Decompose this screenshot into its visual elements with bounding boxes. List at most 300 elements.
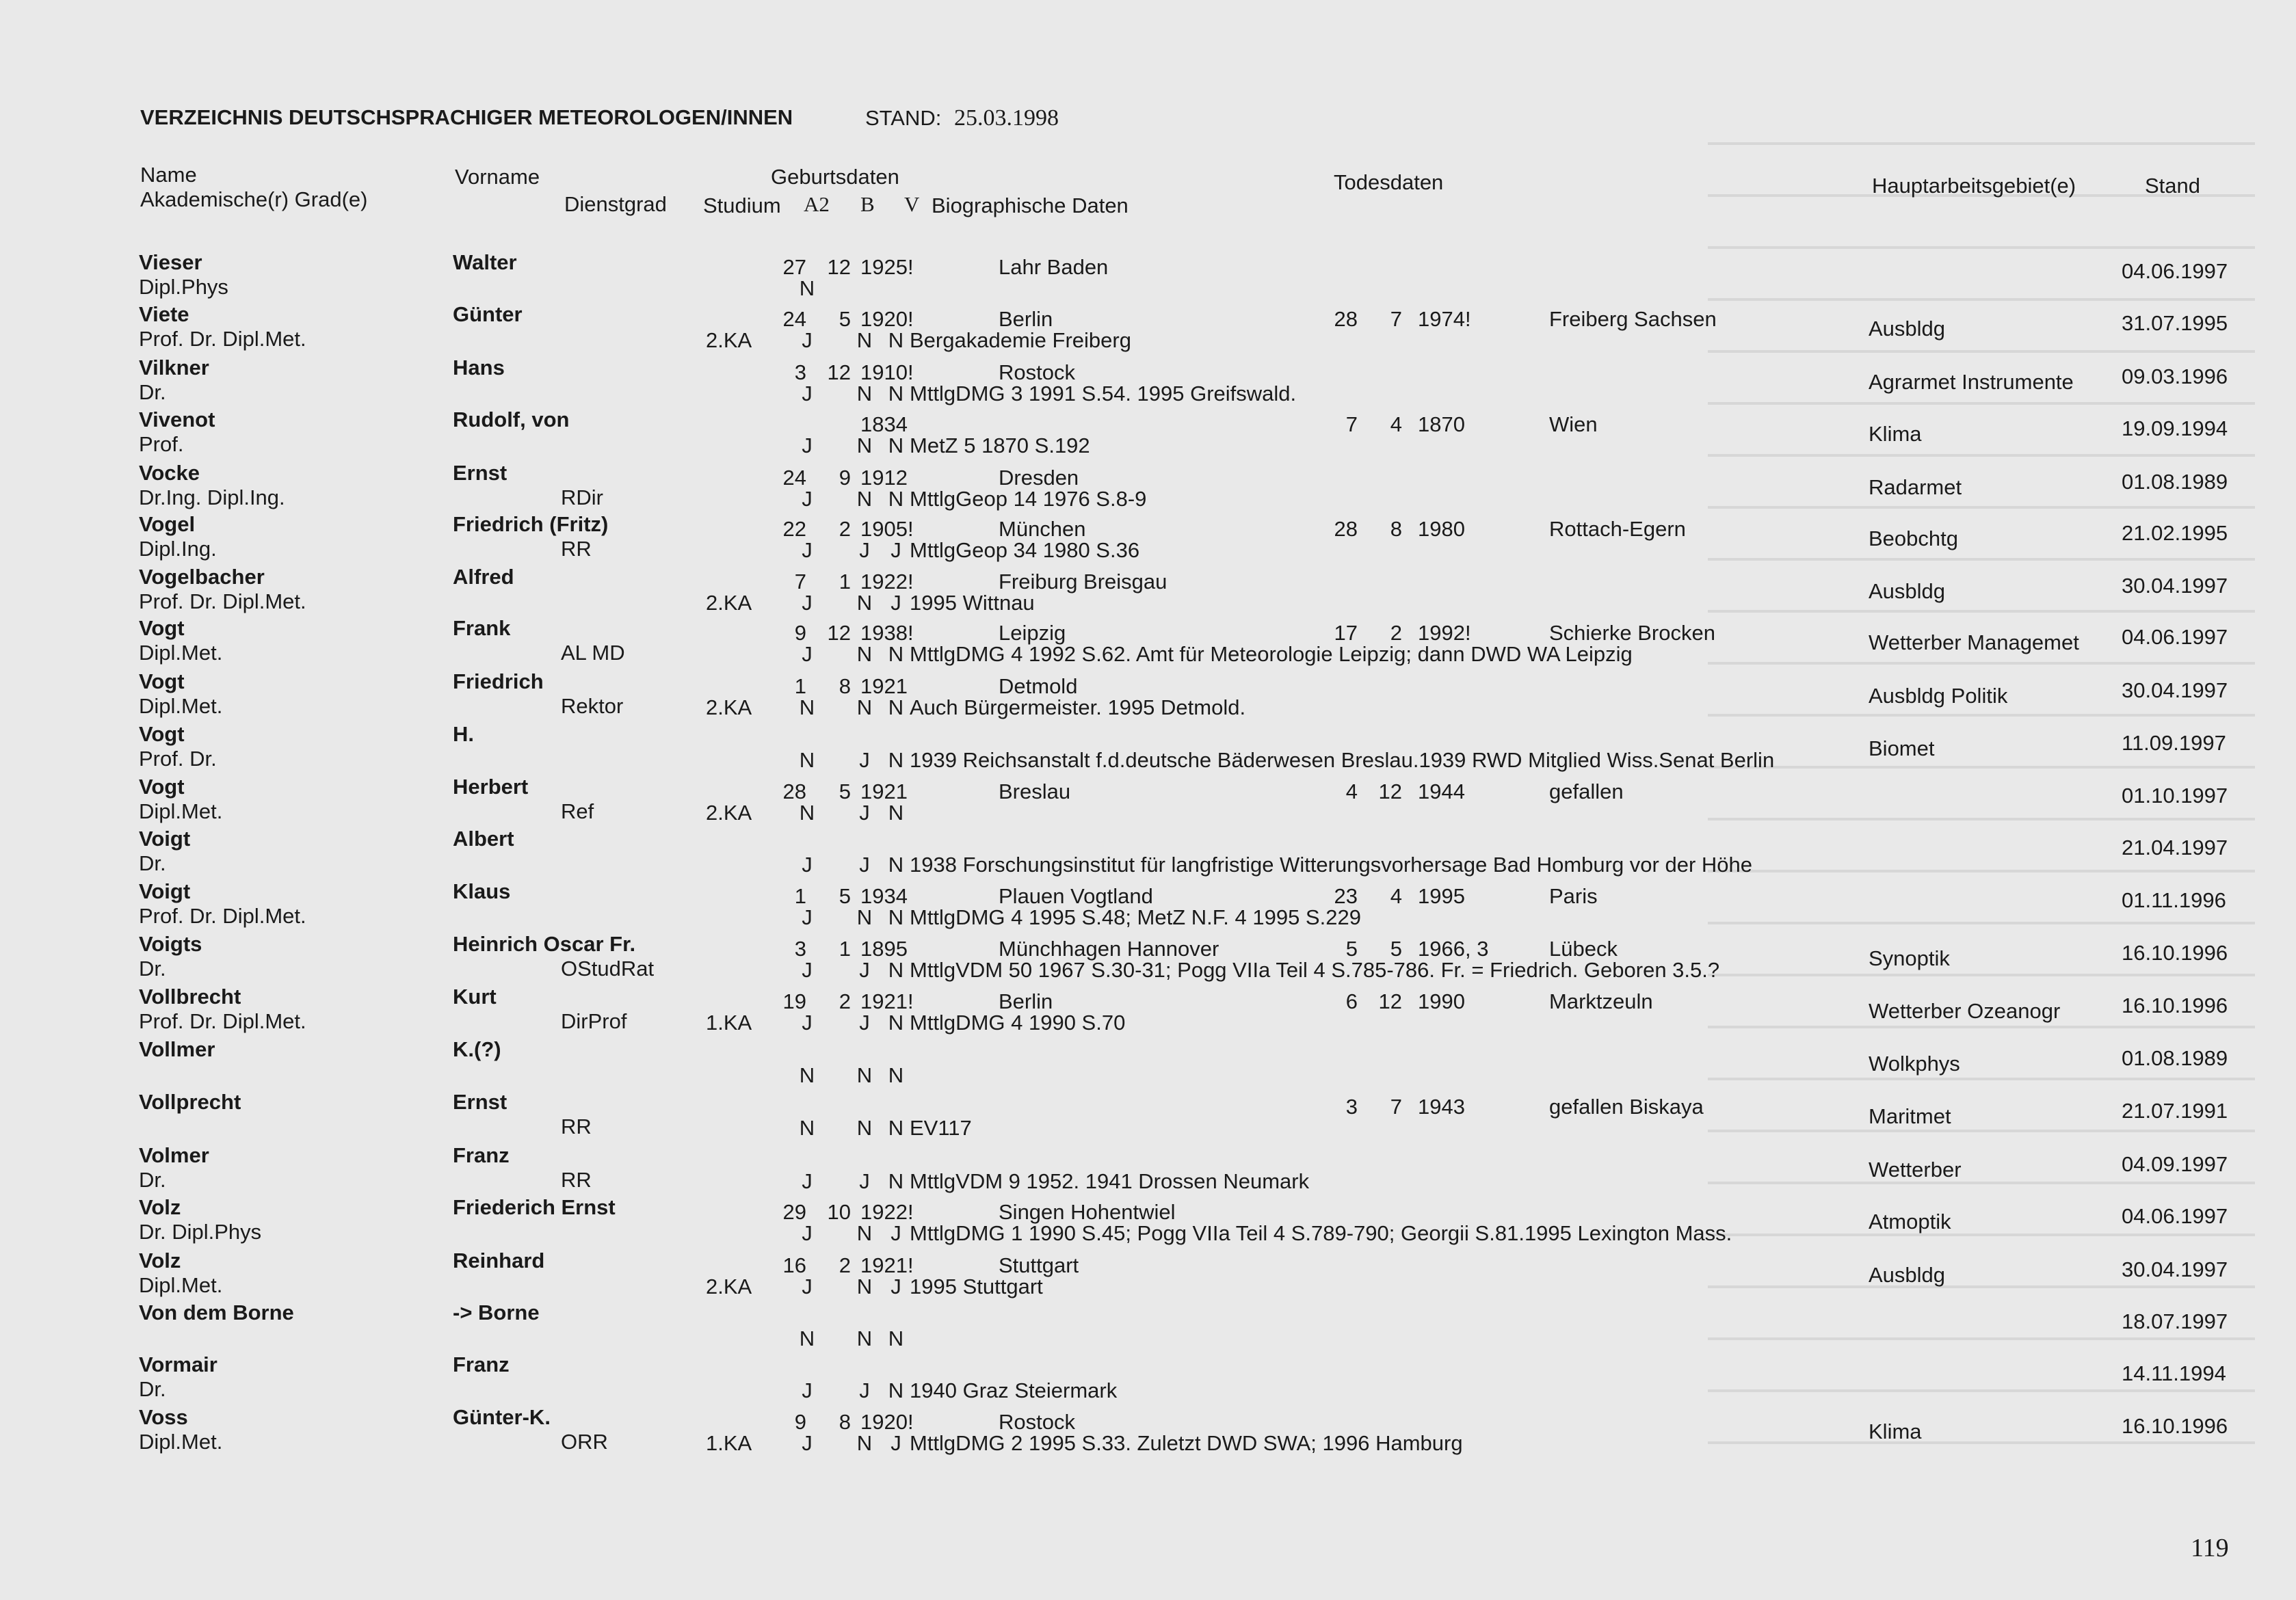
entry-stand: 16.10.1996 [2122,994,2228,1017]
entry-grad: Prof. Dr. [139,747,217,771]
entry-death-place: Marktzeuln [1549,989,1653,1013]
entry-birth-month: 12 [827,360,851,384]
entry-birth-day: 22 [782,517,806,541]
entry-birth-place: Rostock [999,1410,1075,1434]
col-header-b: B [860,192,875,216]
entry-v: N [888,801,904,825]
entry-v: J [890,1275,901,1298]
entry-name: Vogelbacher [139,565,265,589]
entry-studium: 2.KA [706,801,752,825]
entry-grad: Dipl.Met. [139,1430,223,1454]
entry-stand: 01.10.1997 [2122,784,2228,808]
entry-birth-year: 1925! [860,255,914,279]
entry-a2: J [802,591,813,615]
entry-death-place: Schierke Brocken [1549,621,1715,645]
entry-birth-month: 10 [827,1200,851,1224]
entry-a2: J [802,1431,813,1455]
entry-grad: Dipl.Met. [139,641,223,665]
entry-dienstgrad: AL MD [561,641,625,665]
entry-name: Vocke [139,461,200,485]
col-header-grad: Akademische(r) Grad(e) [140,187,368,211]
entry-studium: 1.KA [706,1011,752,1035]
entry-death-day: 28 [1334,517,1358,541]
entry-birth-day: 1 [794,674,806,698]
entry-birth-year: 1834 [860,412,908,436]
entry-b: J [859,748,870,772]
entry-b: J [859,1169,870,1193]
entry-death-year: 1944 [1418,779,1465,803]
entry-a2: N [799,276,815,300]
entry-b: N [856,591,873,615]
entry-vorname: Hans [453,356,505,379]
entry-bio: Auch Bürgermeister. 1995 Detmold. [910,695,1246,719]
entry-b: N [856,1221,873,1245]
entry-bio: 1939 Reichsanstalt f.d.deutsche Bäderwesen Breslau.1939 RWD Mitglied Wiss.Senat Berlin [910,748,1775,772]
entry-haupt: Ausbldg [1869,317,1946,341]
entry-name: Vogt [139,669,185,693]
entry-haupt: Synoptik [1869,946,1950,970]
entry-stand: 04.06.1997 [2122,625,2228,649]
entry-v: N [888,958,904,982]
entry-a2: J [802,434,813,457]
entry-bio: MttlgGeop 34 1980 S.36 [910,538,1140,562]
entry-a2: N [799,1063,815,1087]
entry-birth-year: 1934 [860,884,908,908]
entry-name: Vogt [139,616,185,640]
entry-b: N [856,487,873,511]
entry-v: N [888,748,904,772]
entry-birth-month: 1 [839,937,851,961]
entry-birth-place: Rostock [999,360,1075,384]
entry-birth-year: 1895 [860,937,908,961]
entry-death-year: 1966, 3 [1418,937,1489,961]
entry-a2: J [802,1011,813,1035]
entry-name: Vilkner [139,356,209,379]
entry-a2: N [799,1116,815,1140]
entry-stand: 21.02.1995 [2122,521,2228,545]
entry-v: N [888,1378,904,1402]
col-header-todesdaten: Todesdaten [1334,170,1444,194]
entry-b: N [856,1063,873,1087]
entry-name: Volmer [139,1143,209,1167]
entry-death-place: gefallen [1549,779,1624,803]
entry-birth-month: 5 [839,884,851,908]
entry-death-day: 28 [1334,307,1358,331]
entry-death-day: 23 [1334,884,1358,908]
entry-birth-day: 3 [794,937,806,961]
entry-birth-place: Münchhagen Hannover [999,937,1219,961]
entry-vorname: K.(?) [453,1037,501,1061]
entry-birth-day: 7 [794,570,806,594]
entry-death-place: gefallen Biskaya [1549,1095,1704,1119]
entry-b: J [859,853,870,877]
entry-birth-month: 2 [839,989,851,1013]
entry-haupt: Beobchtg [1869,526,1958,550]
entry-birth-year: 1922! [860,1200,914,1224]
col-header-a2: A2 [804,192,830,216]
entry-birth-month: 8 [839,1410,851,1434]
entry-birth-month: 1 [839,570,851,594]
entry-death-year: 1990 [1418,989,1465,1013]
entry-dienstgrad: ORR [561,1430,608,1454]
entry-haupt: Wetterber Ozeanogr [1869,999,2061,1023]
entry-death-year: 1943 [1418,1095,1465,1119]
entry-grad: Prof. Dr. Dipl.Met. [139,1009,306,1033]
entry-birth-place: Berlin [999,989,1053,1013]
entry-haupt: Ausbldg [1869,579,1946,603]
entry-haupt: Ausbldg Politik [1869,684,2008,708]
entry-birth-day: 3 [794,360,806,384]
entry-death-month: 7 [1390,1095,1402,1119]
entry-vorname: Franz [453,1143,510,1167]
entry-stand: 04.06.1997 [2122,1204,2228,1228]
entry-name: Vollmer [139,1037,215,1061]
entry-stand: 31.07.1995 [2122,311,2228,335]
entry-birth-year: 1920! [860,307,914,331]
entry-birth-year: 1921! [860,989,914,1013]
entry-a2: J [802,642,813,666]
entry-bio: Bergakademie Freiberg [910,328,1131,352]
entry-haupt: Wetterber Managemet [1869,630,2079,654]
entry-birth-year: 1938! [860,621,914,645]
entry-grad: Prof. Dr. Dipl.Met. [139,327,306,351]
entry-b: J [859,801,870,825]
entry-dienstgrad: Ref [561,799,594,823]
entry-death-day: 5 [1345,937,1358,961]
col-header-vorname: Vorname [455,165,540,189]
entry-b: N [856,1326,873,1350]
entry-birth-year: 1912 [860,466,908,490]
entry-bio: 1940 Graz Steiermark [910,1378,1118,1402]
entry-bio: 1938 Forschungsinstitut für langfristige Witterungsvorhersage Bad Homburg vor der Höhe [910,853,1753,877]
entry-a2: J [802,382,813,405]
entry-v: N [888,1011,904,1035]
entry-a2: J [802,538,813,562]
entry-name: Voss [139,1405,188,1429]
entry-studium: 1.KA [706,1431,752,1455]
entry-death-place: Lübeck [1549,937,1618,961]
entry-birth-day: 19 [782,989,806,1013]
entry-name: Von dem Borne [139,1301,294,1324]
entry-a2: J [802,958,813,982]
entry-dienstgrad: Rektor [561,694,624,718]
entry-name: Volz [139,1249,181,1272]
entry-name: Vivenot [139,408,215,431]
entry-vorname: H. [453,722,474,746]
entry-birth-day: 16 [782,1253,806,1277]
entry-vorname: Günter-K. [453,1405,551,1429]
entry-death-place: Rottach-Egern [1549,517,1686,541]
entry-v: N [888,382,904,405]
entry-birth-year: 1910! [860,360,914,384]
col-header-haupt: Hauptarbeitsgebiet(e) [1872,174,2076,198]
entry-stand: 04.06.1997 [2122,259,2228,283]
entry-birth-place: Lahr Baden [999,255,1109,279]
entry-birth-year: 1905! [860,517,914,541]
entry-b: N [856,1275,873,1298]
entry-birth-year: 1921 [860,779,908,803]
entry-a2: N [799,695,815,719]
entry-grad: Dipl.Met. [139,799,223,823]
entry-death-place: Paris [1549,884,1598,908]
entry-birth-place: Plauen Vogtland [999,884,1153,908]
entry-haupt: Wolkphys [1869,1052,1960,1076]
entry-stand: 21.04.1997 [2122,836,2228,859]
document-title: VERZEICHNIS DEUTSCHSPRACHIGER METEOROLOGEN/INNEN [140,105,793,129]
entry-grad: Prof. Dr. Dipl.Met. [139,904,306,928]
entry-death-year: 1992! [1418,621,1471,645]
entry-death-month: 12 [1378,779,1402,803]
entry-haupt: Wetterber [1869,1158,1962,1182]
entry-v: N [888,328,904,352]
entry-grad: Dipl.Ing. [139,537,217,561]
entry-name: Voigt [139,879,191,903]
entry-a2: N [799,801,815,825]
entry-vorname: Ernst [453,461,507,485]
entry-b: J [859,538,870,562]
entry-vorname: Kurt [453,985,497,1009]
entry-dienstgrad: RR [561,537,592,561]
entry-name: Vollprecht [139,1090,241,1114]
entry-v: N [888,434,904,457]
entry-studium: 2.KA [706,1275,752,1298]
entry-birth-month: 2 [839,517,851,541]
entry-death-day: 6 [1345,989,1358,1013]
entry-v: J [890,538,901,562]
entry-v: N [888,905,904,929]
entry-a2: J [802,905,813,929]
col-header-geburtsdaten: Geburtsdaten [771,165,899,189]
entry-studium: 2.KA [706,328,752,352]
entry-birth-place: München [999,517,1086,541]
entry-bio: EV117 [910,1116,972,1140]
entry-death-day: 7 [1345,412,1358,436]
entry-grad: Dr. [139,380,166,404]
entry-v: N [888,853,904,877]
col-header-stand: Stand [2145,174,2201,198]
entry-vorname: Heinrich Oscar Fr. [453,932,636,956]
entry-stand: 01.08.1989 [2122,470,2228,494]
entry-bio: MttlgGeop 14 1976 S.8-9 [910,487,1147,511]
entry-b: N [856,1116,873,1140]
entry-stand: 11.09.1997 [2122,731,2226,755]
entry-birth-month: 5 [839,307,851,331]
entry-death-year: 1980 [1418,517,1465,541]
stand-label: STAND: [865,106,942,130]
entry-birth-year: 1922! [860,570,914,594]
entry-vorname: Walter [453,250,517,274]
entry-vorname: Friederich Ernst [453,1195,616,1219]
entry-a2: J [802,1275,813,1298]
entry-bio: MttlgVDM 50 1967 S.30-31; Pogg VIIa Teil 4 S.785-786. Fr. = Friedrich. Geboren 3.5.? [910,958,1720,982]
entry-birth-place: Freiburg Breisgau [999,570,1167,594]
entry-stand: 21.07.1991 [2122,1099,2228,1123]
entry-a2: J [802,1169,813,1193]
entry-birth-place: Detmold [999,674,1078,698]
entry-birth-day: 9 [794,621,806,645]
entry-grad: Dr. [139,1377,166,1401]
entry-grad: Dr. [139,851,166,875]
entry-grad: Prof. Dr. Dipl.Met. [139,589,306,613]
stand-date: 25.03.1998 [954,105,1059,131]
entry-a2: N [799,748,815,772]
entry-birth-place: Singen Hohentwiel [999,1200,1176,1224]
entry-b: J [859,958,870,982]
entry-stand: 18.07.1997 [2122,1309,2228,1333]
entry-v: N [888,1326,904,1350]
entry-death-month: 12 [1378,989,1402,1013]
entry-haupt: Biomet [1869,736,1935,760]
entry-stand: 01.08.1989 [2122,1046,2228,1070]
entry-death-day: 4 [1345,779,1358,803]
entry-vorname: Franz [453,1352,510,1376]
entry-grad: Dipl.Met. [139,694,223,718]
entry-birth-day: 24 [782,307,806,331]
entry-birth-month: 12 [827,255,851,279]
entry-b: N [856,642,873,666]
entry-v: J [890,1431,901,1455]
entry-name: Voigts [139,932,202,956]
entry-b: J [859,1378,870,1402]
entry-v: N [888,487,904,511]
entry-birth-year: 1921! [860,1253,914,1277]
entry-vorname: Frank [453,616,511,640]
entry-grad: Dr. [139,1168,166,1192]
entry-name: Vogt [139,775,185,799]
entry-birth-place: Stuttgart [999,1253,1079,1277]
entry-stand: 04.09.1997 [2122,1152,2228,1176]
entry-grad: Dipl.Phys [139,275,228,299]
page-number: 119 [2191,1534,2229,1562]
entry-v: N [888,1063,904,1087]
entry-stand: 01.11.1996 [2122,888,2226,912]
entry-a2: J [802,1221,813,1245]
col-header-studium: Studium [703,194,781,217]
entry-bio: MttlgDMG 4 1992 S.62. Amt für Meteorologie Leipzig; dann DWD WA Leipzig [910,642,1633,666]
entry-bio: MttlgDMG 4 1995 S.48; MetZ N.F. 4 1995 S.229 [910,905,1361,929]
entry-haupt: Atmoptik [1869,1210,1951,1234]
entry-name: Vogt [139,722,185,746]
col-header-dienstgrad: Dienstgrad [564,192,667,216]
entry-death-day: 17 [1334,621,1358,645]
entry-vorname: -> Borne [453,1301,540,1324]
entry-death-month: 4 [1390,412,1402,436]
entry-birth-day: 24 [782,466,806,490]
entry-a2: J [802,328,813,352]
entry-birth-place: Leipzig [999,621,1066,645]
entry-dienstgrad: OStudRat [561,957,655,981]
entry-haupt: Ausbldg [1869,1263,1946,1287]
entry-death-month: 2 [1390,621,1402,645]
entry-vorname: Friedrich (Fritz) [453,512,609,536]
entry-stand: 09.03.1996 [2122,364,2228,388]
entry-birth-day: 9 [794,1410,806,1434]
entry-bio: MttlgDMG 2 1995 S.33. Zuletzt DWD SWA; 1996 Hamburg [910,1431,1463,1455]
entry-v: N [888,695,904,719]
entry-vorname: Friedrich [453,669,544,693]
entry-vorname: Herbert [453,775,529,799]
entry-v: J [890,591,901,615]
entry-death-year: 1974! [1418,307,1471,331]
entry-vorname: Albert [453,827,514,851]
entry-name: Vieser [139,250,202,274]
entry-stand: 14.11.1994 [2122,1361,2226,1385]
entry-grad: Dr. Dipl.Phys [139,1220,262,1244]
entry-haupt: Radarmet [1869,475,1962,499]
entry-bio: MttlgDMG 3 1991 S.54. 1995 Greifswald. [910,382,1297,405]
entry-dienstgrad: DirProf [561,1009,627,1033]
entry-stand: 30.04.1997 [2122,1257,2228,1281]
entry-stand: 30.04.1997 [2122,678,2228,702]
entry-v: J [890,1221,901,1245]
entry-death-month: 8 [1390,517,1402,541]
entry-birth-day: 1 [794,884,806,908]
entry-birth-month: 9 [839,466,851,490]
entry-name: Vollbrecht [139,985,241,1009]
entry-name: Voigt [139,827,191,851]
entry-b: N [856,695,873,719]
entry-bio: MttlgVDM 9 1952. 1941 Drossen Neumark [910,1169,1310,1193]
entry-stand: 16.10.1996 [2122,941,2228,965]
entry-name: Volz [139,1195,181,1219]
entry-studium: 2.KA [706,695,752,719]
entry-name: Vormair [139,1352,217,1376]
entry-grad: Dr. [139,957,166,981]
entry-birth-month: 5 [839,779,851,803]
entry-b: N [856,905,873,929]
entry-a2: J [802,853,813,877]
entry-stand: 30.04.1997 [2122,574,2228,598]
col-header-bio: Biographische Daten [932,194,1129,217]
entry-birth-month: 12 [827,621,851,645]
entry-bio: MetZ 5 1870 S.192 [910,434,1090,457]
entry-name: Vogel [139,512,196,536]
entry-b: N [856,434,873,457]
col-header-v: V [904,192,920,216]
entry-bio: MttlgDMG 1 1990 S.45; Pogg VIIa Teil 4 S.789-790; Georgii S.81.1995 Lexington Mass. [910,1221,1732,1245]
entry-b: N [856,1431,873,1455]
entry-bio: MttlgDMG 4 1990 S.70 [910,1011,1126,1035]
entry-vorname: Alfred [453,565,514,589]
entry-vorname: Rudolf, von [453,408,570,431]
entry-grad: Dr.Ing. Dipl.Ing. [139,485,285,509]
entry-haupt: Klima [1869,422,1922,446]
entry-death-place: Freiberg Sachsen [1549,307,1717,331]
entry-haupt: Agrarmet Instrumente [1869,370,2074,394]
entry-bio: 1995 Wittnau [910,591,1035,615]
entry-birth-day: 27 [782,255,806,279]
entry-stand: 19.09.1994 [2122,416,2228,440]
entry-birth-place: Dresden [999,466,1079,490]
entry-b: J [859,1011,870,1035]
entry-death-year: 1995 [1418,884,1465,908]
entry-a2: J [802,487,813,511]
entry-vorname: Reinhard [453,1249,545,1272]
entry-a2: J [802,1378,813,1402]
entry-birth-day: 29 [782,1200,806,1224]
entry-vorname: Günter [453,302,523,326]
entry-vorname: Ernst [453,1090,507,1114]
entry-studium: 2.KA [706,591,752,615]
entry-grad: Dipl.Met. [139,1273,223,1297]
entry-grad: Prof. [139,432,184,456]
entry-birth-month: 2 [839,1253,851,1277]
entry-haupt: Klima [1869,1419,1922,1443]
entry-vorname: Klaus [453,879,511,903]
entry-v: N [888,1116,904,1140]
entry-dienstgrad: RR [561,1168,592,1192]
entry-v: N [888,1169,904,1193]
